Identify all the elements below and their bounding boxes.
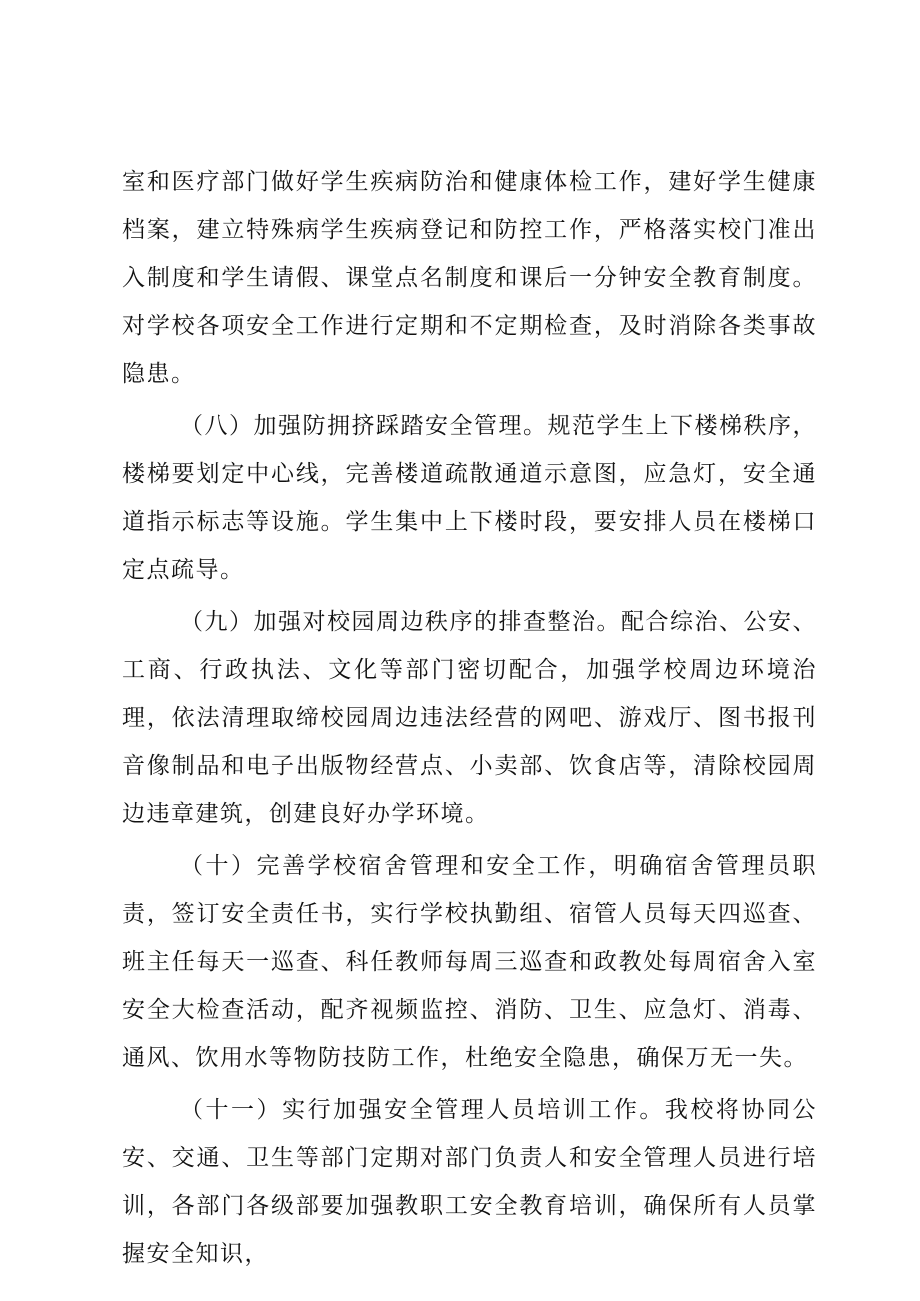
document-body	[122, 158, 817, 1282]
paragraph-9: （九）加强对校园周边秩序的排查整治。配合综治、公安、工商、行政执法、文化等部门密切配合，加强学校周边环境治理，依法清理取缔校园周边违法经营的网吧、游戏厅、图书报刊音像制品和电子出版物经营点、小卖部、饮食店等，清除校园周边违章建筑，创建良好办学环境。	[122, 609, 817, 827]
paragraph-8: （八）加强防拥挤踩踏安全管理。规范学生上下楼梯秩序，楼梯要划定中心线，完善楼道疏散通道示意图，应急灯，安全通道指示标志等设施。学生集中上下楼时段，要安排人员在楼梯口定点疏导。	[122, 413, 817, 583]
paragraph-continued: 室和医疗部门做好学生疾病防治和健康体检工作，建好学生健康档案，建立特殊病学生疾病登记和防控工作，严格落实校门准出入制度和学生请假、课堂点名制度和课后一分钟安全教育制度。对学校各项安全工作进行定期和不定期检查，及时消除各类事故隐患。	[122, 169, 817, 387]
paragraph-10: （十）完善学校宿舍管理和安全工作，明确宿舍管理员职责，签订安全责任书，实行学校执勤组、宿管人员每天四巡查、班主任每天一巡查、科任教师每周三巡查和政教处每周宿舍入室安全大检查活动，配齐视频监控、消防、卫生、应急灯、消毒、通风、饮用水等物防技防工作，杜绝安全隐患，确保万无一失。	[122, 853, 817, 1071]
paragraph-11: （十一）实行加强安全管理人员培训工作。我校将协同公安、交通、卫生等部门定期对部门负责人和安全管理人员进行培训，各部门各级部要加强教职工安全教育培训，确保所有人员掌握安全知识，	[122, 1097, 817, 1267]
